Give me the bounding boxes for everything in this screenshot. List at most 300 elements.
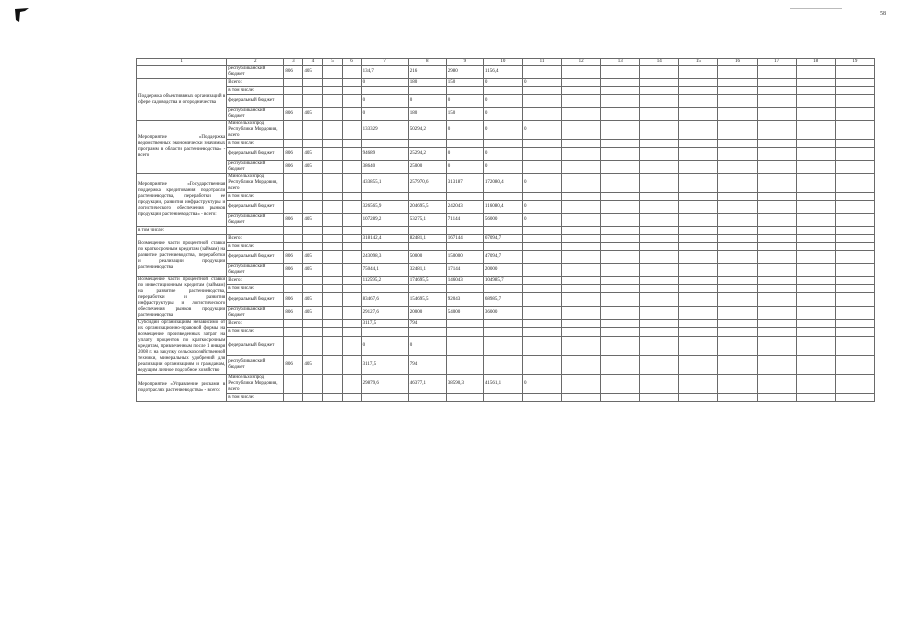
value-cell: 794 (408, 320, 446, 328)
empty-cell (640, 227, 679, 235)
empty-cell (601, 328, 640, 336)
column-header: 1 (137, 59, 227, 66)
empty-cell (562, 264, 601, 277)
value-cell: 38590,3 (446, 375, 483, 394)
empty-cell (679, 214, 718, 227)
value-cell (408, 193, 446, 201)
value-cell (361, 140, 408, 148)
value-cell: 32481,1 (408, 264, 446, 277)
program-name-cell: Поддержка объективвных организаций в сфере садоводства и огородничества (137, 79, 227, 121)
empty-cell (562, 148, 601, 161)
table-row (137, 355, 875, 374)
empty-cell (342, 193, 361, 201)
empty-cell (835, 320, 874, 328)
empty-cell (342, 227, 361, 235)
empty-cell (640, 306, 679, 319)
value-cell (522, 235, 561, 243)
empty-cell (640, 243, 679, 251)
table-row (137, 251, 875, 264)
section-code-cell (303, 320, 323, 328)
empty-cell (640, 66, 679, 79)
value-cell (522, 161, 561, 174)
column-header: 13 (601, 59, 640, 66)
value-cell: 20000 (483, 264, 522, 277)
table-row (137, 174, 875, 193)
budget-source-cell: республиканский бюджет (227, 355, 284, 374)
empty-cell (757, 251, 796, 264)
empty-cell (640, 201, 679, 214)
value-cell (483, 87, 522, 95)
ministry-code-cell (284, 375, 303, 394)
ministry-code-cell (284, 174, 303, 193)
budget-source-cell: Минсельхозпрод Республики Мордовия, всего (227, 174, 284, 193)
value-cell: 0 (522, 121, 561, 140)
value-cell: 146043 (446, 277, 483, 285)
table-row (137, 108, 875, 121)
value-cell: 0 (522, 174, 561, 193)
section-code-cell (303, 235, 323, 243)
value-cell: 25000 (408, 161, 446, 174)
program-name-cell: Мероприятие «Поддержка ведомственных экономически значимых программ в области растениеводства» - всего (137, 121, 227, 174)
empty-cell (323, 66, 342, 79)
ministry-code-cell (284, 87, 303, 95)
value-cell: 0 (522, 375, 561, 394)
empty-cell (640, 328, 679, 336)
empty-cell (679, 394, 718, 402)
value-cell (446, 336, 483, 355)
empty-cell (323, 375, 342, 394)
value-cell (408, 87, 446, 95)
value-cell: 94689 (361, 148, 408, 161)
value-cell (446, 140, 483, 148)
empty-cell (796, 277, 835, 285)
empty-cell (601, 375, 640, 394)
empty-cell (323, 227, 342, 235)
budget-source-cell: Минсельхозпрод Республики Мордовия, всего (227, 121, 284, 140)
empty-cell (601, 293, 640, 306)
table-row (137, 264, 875, 277)
empty-cell (835, 121, 874, 140)
empty-cell (835, 285, 874, 293)
empty-cell (835, 108, 874, 121)
budget-source-cell: Всего: (227, 320, 284, 328)
empty-cell (342, 66, 361, 79)
value-cell (522, 285, 561, 293)
empty-cell (679, 108, 718, 121)
value-cell (361, 227, 408, 235)
value-cell: 134,7 (361, 66, 408, 79)
empty-cell (601, 108, 640, 121)
value-cell (522, 251, 561, 264)
empty-cell (757, 243, 796, 251)
ministry-code-cell: 806 (284, 161, 303, 174)
empty-cell (342, 235, 361, 243)
value-cell: 38640 (361, 161, 408, 174)
empty-cell (562, 108, 601, 121)
empty-cell (679, 355, 718, 374)
empty-cell (757, 193, 796, 201)
empty-cell (679, 174, 718, 193)
empty-cell (562, 87, 601, 95)
section-code-cell (303, 336, 323, 355)
page-number: 58 (880, 11, 886, 17)
empty-cell (601, 264, 640, 277)
empty-cell (323, 79, 342, 87)
empty-cell (640, 235, 679, 243)
budget-source-cell: республиканский бюджет (227, 66, 284, 79)
budget-source-cell: в том числе: (227, 285, 284, 293)
value-cell: 0 (361, 95, 408, 108)
empty-cell (601, 79, 640, 87)
ministry-code-cell: 806 (284, 148, 303, 161)
empty-cell (796, 251, 835, 264)
empty-cell (640, 140, 679, 148)
value-cell (446, 328, 483, 336)
empty-cell (323, 243, 342, 251)
column-header: 8 (408, 59, 446, 66)
column-header: 17 (757, 59, 796, 66)
empty-cell (757, 121, 796, 140)
empty-cell (718, 394, 757, 402)
ministry-code-cell (284, 193, 303, 201)
ministry-code-cell (284, 285, 303, 293)
value-cell: 1156,4 (483, 66, 522, 79)
empty-cell (796, 108, 835, 121)
empty-cell (679, 251, 718, 264)
budget-source-cell: федеральный бюджет (227, 148, 284, 161)
empty-cell (323, 320, 342, 328)
value-cell: 0 (446, 121, 483, 140)
empty-cell (796, 306, 835, 319)
value-cell: 50000 (408, 251, 446, 264)
empty-cell (640, 108, 679, 121)
table-row (137, 140, 875, 148)
column-header: 10 (483, 59, 522, 66)
empty-cell (835, 161, 874, 174)
section-code-cell (303, 277, 323, 285)
value-cell: 0 (446, 161, 483, 174)
empty-cell (835, 87, 874, 95)
ministry-code-cell: 806 (284, 214, 303, 227)
empty-cell (796, 375, 835, 394)
empty-cell (757, 201, 796, 214)
empty-cell (640, 355, 679, 374)
empty-cell (342, 140, 361, 148)
empty-cell (718, 108, 757, 121)
ministry-code-cell (284, 121, 303, 140)
empty-cell (323, 394, 342, 402)
value-cell: 0 (483, 95, 522, 108)
table-row (137, 214, 875, 227)
empty-cell (835, 264, 874, 277)
empty-cell (562, 201, 601, 214)
empty-cell (718, 214, 757, 227)
column-header: 16 (718, 59, 757, 66)
empty-cell (796, 201, 835, 214)
value-cell (522, 394, 561, 402)
value-cell: 3117,5 (361, 355, 408, 374)
ministry-code-cell (284, 328, 303, 336)
section-code-cell (303, 394, 323, 402)
table-row (137, 201, 875, 214)
value-cell: 3117,5 (361, 320, 408, 328)
budget-source-cell: республиканский бюджет (227, 108, 284, 121)
table-row (137, 95, 875, 108)
empty-cell (562, 95, 601, 108)
value-cell: 29879,6 (361, 375, 408, 394)
value-cell (361, 193, 408, 201)
empty-cell (796, 227, 835, 235)
empty-cell (679, 320, 718, 328)
value-cell: 107289,2 (361, 214, 408, 227)
ministry-code-cell: 806 (284, 251, 303, 264)
ministry-code-cell: 806 (284, 264, 303, 277)
value-cell (522, 140, 561, 148)
budget-table (136, 58, 875, 402)
empty-cell (640, 375, 679, 394)
value-cell (483, 355, 522, 374)
empty-cell (757, 95, 796, 108)
empty-cell (679, 148, 718, 161)
empty-cell (601, 277, 640, 285)
empty-cell (835, 235, 874, 243)
table-row (137, 79, 875, 87)
empty-cell (562, 79, 601, 87)
program-name-cell: Мероприятие «Государственная поддержка кредитования подотрасли растениеводства, переработки ее продукции, развития инфраструктуры и логистического обеспечения рынков продукции растениеводства» - всего: (137, 174, 227, 227)
value-cell (483, 394, 522, 402)
budget-source-cell: в том числе: (227, 394, 284, 402)
value-cell: 326565,9 (361, 201, 408, 214)
table-row (137, 161, 875, 174)
empty-cell (562, 336, 601, 355)
value-cell: 92043 (446, 293, 483, 306)
empty-cell (679, 161, 718, 174)
empty-cell (342, 148, 361, 161)
table-row (137, 320, 875, 328)
empty-cell (323, 95, 342, 108)
ministry-code-cell (284, 140, 303, 148)
empty-cell (601, 174, 640, 193)
empty-cell (601, 320, 640, 328)
empty-cell (679, 79, 718, 87)
empty-cell (718, 174, 757, 193)
budget-source-cell: в том числе: (227, 87, 284, 95)
value-cell (522, 336, 561, 355)
empty-cell (718, 243, 757, 251)
empty-cell (835, 66, 874, 79)
empty-cell (718, 336, 757, 355)
budget-source-cell (227, 227, 284, 235)
table-row (137, 375, 875, 394)
ministry-code-cell: 806 (284, 66, 303, 79)
empty-cell (562, 214, 601, 227)
value-cell: 29127,6 (361, 306, 408, 319)
empty-cell (796, 264, 835, 277)
budget-source-cell: в том числе: (227, 193, 284, 201)
value-cell (408, 227, 446, 235)
empty-cell (796, 161, 835, 174)
section-code-cell (303, 201, 323, 214)
value-cell (483, 320, 522, 328)
empty-cell (323, 264, 342, 277)
section-code-cell (303, 328, 323, 336)
empty-cell (601, 235, 640, 243)
value-cell: 83467,6 (361, 293, 408, 306)
empty-cell (718, 95, 757, 108)
empty-cell (640, 214, 679, 227)
empty-cell (718, 148, 757, 161)
value-cell (408, 243, 446, 251)
section-code-cell: 405 (303, 108, 323, 121)
empty-cell (796, 148, 835, 161)
empty-cell (562, 277, 601, 285)
section-code-cell (303, 140, 323, 148)
empty-cell (679, 293, 718, 306)
value-cell: 68985,7 (483, 293, 522, 306)
empty-cell (342, 328, 361, 336)
empty-cell (835, 243, 874, 251)
table-row (137, 243, 875, 251)
budget-source-cell: федеральный бюджет (227, 336, 284, 355)
empty-cell (342, 174, 361, 193)
empty-cell (718, 320, 757, 328)
empty-cell (323, 193, 342, 201)
table-row (137, 277, 875, 285)
value-cell (446, 394, 483, 402)
empty-cell (601, 251, 640, 264)
value-cell (522, 320, 561, 328)
value-cell: 257970,6 (408, 174, 446, 193)
empty-cell (601, 121, 640, 140)
column-header: 19 (835, 59, 874, 66)
value-cell: 0 (522, 214, 561, 227)
empty-cell (796, 320, 835, 328)
ministry-code-cell: 806 (284, 306, 303, 319)
value-cell: 180 (408, 79, 446, 87)
empty-cell (718, 193, 757, 201)
section-code-cell (303, 227, 323, 235)
column-header: 5 (323, 59, 342, 66)
value-cell (522, 277, 561, 285)
empty-cell (640, 285, 679, 293)
empty-cell (640, 277, 679, 285)
empty-cell (562, 243, 601, 251)
column-header: 11 (522, 59, 561, 66)
empty-cell (718, 66, 757, 79)
column-header: 7 (361, 59, 408, 66)
empty-cell (342, 87, 361, 95)
value-cell: 0 (483, 148, 522, 161)
table-row (137, 193, 875, 201)
budget-source-cell: в том числе: (227, 243, 284, 251)
empty-cell (796, 355, 835, 374)
empty-cell (562, 66, 601, 79)
value-cell: 150 (446, 79, 483, 87)
empty-cell (342, 355, 361, 374)
empty-cell (601, 243, 640, 251)
empty-cell (835, 140, 874, 148)
value-cell: 2980 (446, 66, 483, 79)
value-cell (483, 227, 522, 235)
value-cell: 243098,3 (361, 251, 408, 264)
value-cell (408, 285, 446, 293)
ministry-code-cell (284, 235, 303, 243)
empty-cell (323, 108, 342, 121)
empty-cell (679, 375, 718, 394)
value-cell (446, 227, 483, 235)
empty-cell (757, 355, 796, 374)
table-row (137, 235, 875, 243)
empty-cell (679, 336, 718, 355)
value-cell: 0 (522, 201, 561, 214)
value-cell: 104985,7 (483, 277, 522, 285)
empty-cell (640, 121, 679, 140)
empty-cell (679, 264, 718, 277)
value-cell (408, 328, 446, 336)
empty-cell (718, 285, 757, 293)
table-row (137, 148, 875, 161)
value-cell: 167144 (446, 235, 483, 243)
value-cell (446, 243, 483, 251)
empty-cell (640, 394, 679, 402)
empty-cell (835, 293, 874, 306)
section-code-cell (303, 87, 323, 95)
empty-cell (757, 108, 796, 121)
empty-cell (679, 306, 718, 319)
empty-cell (601, 394, 640, 402)
empty-cell (757, 306, 796, 319)
value-cell (408, 140, 446, 148)
empty-cell (562, 375, 601, 394)
value-cell (483, 336, 522, 355)
table-row (137, 285, 875, 293)
value-cell (522, 243, 561, 251)
column-header: 12 (562, 59, 601, 66)
empty-cell (601, 227, 640, 235)
empty-cell (757, 320, 796, 328)
section-code-cell: 405 (303, 161, 323, 174)
empty-cell (640, 336, 679, 355)
empty-cell (601, 214, 640, 227)
table-row (137, 87, 875, 95)
budget-source-cell: Минсельхозпрод Республики Мордовия, всего (227, 375, 284, 394)
program-name-cell: в том числе: (137, 227, 227, 235)
column-header: 6 (342, 59, 361, 66)
empty-cell (679, 285, 718, 293)
empty-cell (640, 174, 679, 193)
empty-cell (757, 227, 796, 235)
empty-cell (323, 148, 342, 161)
empty-cell (718, 79, 757, 87)
empty-cell (796, 243, 835, 251)
empty-cell (835, 214, 874, 227)
empty-cell (323, 174, 342, 193)
value-cell: 313187 (446, 174, 483, 193)
value-cell: 0 (361, 108, 408, 121)
empty-cell (342, 264, 361, 277)
empty-cell (796, 394, 835, 402)
empty-cell (562, 394, 601, 402)
empty-cell (679, 277, 718, 285)
empty-cell (835, 79, 874, 87)
section-code-cell: 405 (303, 214, 323, 227)
empty-cell (757, 66, 796, 79)
program-name-cell: Возмещение части процентной ставки по инвестиционным кредитам (займам) на развитие растениеводства, переработки и развития инфраструктуры и логистического обеспечения рынков продукции растениеводства (138, 277, 226, 318)
value-cell: 216 (408, 66, 446, 79)
value-cell: 794 (408, 355, 446, 374)
budget-source-cell: республиканский бюджет (227, 264, 284, 277)
empty-cell (640, 193, 679, 201)
